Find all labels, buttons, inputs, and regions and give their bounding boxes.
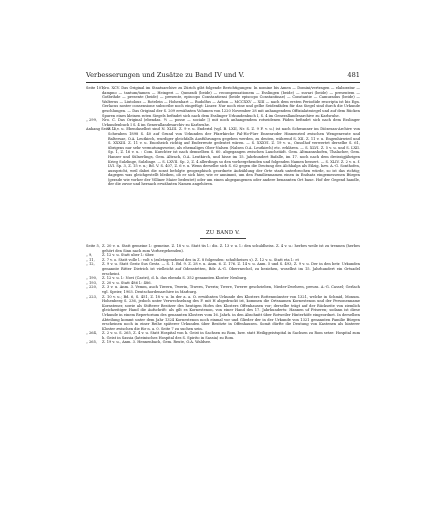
list-item — [86, 340, 360, 345]
section-a — [86, 86, 360, 187]
list-item — [86, 244, 360, 253]
entry-label: „ 193, — [86, 280, 98, 285]
entry-label: „ 299, — [86, 118, 98, 123]
list-item — [86, 262, 360, 276]
entry-label: „ 9, — [86, 253, 93, 258]
entry-label: „ 265, — [86, 340, 98, 345]
list-item — [86, 295, 360, 332]
entry-text: Z. 3 v. u. Anm. 3. Vemm, auch Tiwern, Twerin, Tiwern, Twerin; Twere, Twerre geschrieben, Nieder-Zwehren, preuss. A.-G. Cassel; Gerlach vgl. Speier, 1903. Deutschordenarchive in Marburg. — [102, 285, 360, 294]
section-b — [86, 244, 360, 345]
entry-text: Z. 20 v. u. Statt gemeine l.: gemeine. Z. 18 v. u. Statt tis l.: dis. Z. 13 v. u. l.: den schuldheiss. Z. 4 v. u.: herbes weile ist zu trennen (herbes gehört den Sinn nach zum Vorhergehenden). — [102, 244, 360, 253]
list-item — [86, 331, 360, 340]
list-item — [86, 285, 360, 294]
header-rule — [86, 82, 360, 83]
entry-label: Seite 107, — [86, 86, 105, 90]
entry-text: Z. 19 v. u., Anm. 3. Hennenbach, Gem. Reute, O.A. Waldsee. — [102, 340, 212, 345]
list-item — [86, 127, 360, 187]
section-heading-rule — [200, 238, 246, 239]
entry-text: Z. 9 v. u. Statt Gestz Sus Gestz. — S. 1. Bd. 9. Z. 28 v. u. Anm. 6. Z. 176. Z. 14 v. u. Anm. 5 und S. 493, Z. 9 v. u. Der in den betr. Urkunden genannte Ritter Dietrich ist vielleicht auf Odenstetten, Bdr. A.-G. Oberrnechel, zu beziehen, woselbst im 15. Jahrhundert ein Ortsadel erscheint. — [102, 262, 360, 276]
entry-label: „ 220, — [86, 285, 98, 290]
running-title: Verbesserungen und Zusätze zu Band IV und V. — [86, 71, 245, 79]
entry-text: Z. 2 v. u. S. 265, Z. 4 v. u. Statt Hospital von h. Geist in Sachsen zu Rom, bzw. statt Heiliggeistspital in Sachsen zu Rom setze: Hospital zum h. Geist in Sassia (lateinisches Hospital des S. Spirito in Sassia) zu Rom. — [102, 331, 360, 340]
entry-label: „ 12, — [86, 262, 95, 267]
entry-label: „ 223, — [86, 294, 98, 299]
running-header — [86, 70, 360, 80]
entry-text: Nro. C. Das Original (ebendas. ½ — posse — sociale ¦) mit noch anhangendem rotseidenen Fäden befindet sich nach dem Esslinger Urkundenbuch I S. 4 im Generallandesarchiv zu Karlsruhe. — [102, 118, 360, 127]
entry-label: Anhang Seite 12, — [86, 127, 118, 132]
entry-text: Nro. XCV. Das Original im Staatsarchive zu Zürich gibt folgende Berichtigungen: In nomine bis Amen — Domini/vertragen — elaboratur — dampno — tantum/tamen — Heingeri — Qumradi (beide) — recompensationem — Esslingen (beide) — suvari (beide) — presentem — Gotbrihde — presente (beide) — presente, episcopo Constantiensi (beide episcopo Constantinae) — Constantie — Camuradus (beide) — Walterus — Liutolous — Rotelein — Hohenhart — Rudolfus — Arbon — MCCXXV — XIII — nach dem ersten Periodide rescripta ist bis Egn. Gerlacus noster consensione subscribe noch eingefügt: Linzer. Nur noch eine und gelbe Seidenfäden für das Siegel sind durch die Urkunde geschlungen. — Das Original der S. 209 erwähnten Volumen von 1220 November 28 mit anhangendem Offizialatssiegel und auf dem Rücken Spuren eines kleinen roten Siegels befindet sich nach dem Esslinger Urkundenbuch I, S. 4 im Generallandesarchive zu Karlsruhe. — [102, 86, 360, 118]
entry-text: Z. 7 v. o. Statt volle l.: volt s (zuletzgenehend des in Z. 8 folgenden: schultheises s). Z. 12 v. u. Statt eta l.: et — [102, 257, 299, 262]
entry-text: Z. 10 v. u.; Bd. 6, S. 451, Z. 18 v. u. In der a. a. O. erwähnten Urkunde des Klosters Rottenmünster von 1321, welche in Schmid, Monum. Hohenberg S. 236, jedoch unter Verwechselung des F. mit H abgedruckt ist, kommen die Ortsnamen Kornestenon und der Personenname Kornstener, sowie als Stifterer Besitzer des heutigen Hofes des Klosters Offenhausen vor; derselbe trägt auf der Rückseite von ziemlich gleichzeitiger Hand die Aufschrift: als gilt es Kornestenon, von einer Hand des 17. Jahrhunderts: Hannen uf Friseren; sodann ist diese Urkunde in einem Repertorium des genannten Klosters vom 16. Jahrh. in den Abschnitt über Rotweiler Hinterhöfe eingeordnet. In derselben Abteilung kommt unter dem Jahr 1324 Kornestenon noch einmal vor und Glieder der in der Urkunde von 1321 genannten Familie Bürgen erscheinen noch in einer Reihe späterer Urkunden über Besitzte in Offenhausen. Somit dürfte die Deutung von Kastenen als hinterer Kloster zwischen die für n. a. 0. Seite 7 zu suchen sein. — [102, 294, 360, 331]
section-heading: ZU BAND V. — [205, 230, 241, 236]
list-item — [86, 86, 360, 118]
entry-text: Z. 20 v. u. Statt 486 l.: 486. — [102, 280, 152, 285]
entry-label: Seite 5, — [86, 244, 100, 248]
entry-label: „ 190, — [86, 276, 98, 281]
entry-text: Z. 12 v. u. Statt uber l.: über. — [102, 253, 155, 258]
entry-text: Z. 3 v. u. Ebendaselbst sind N. XLIII. Z. 9 v. u. Enderisl (vgl. B. LXII, Nr. S. Z. 9 F. v. u.) ist nach Schwanner im Diözesan-Archive von Schwaben 1898 S. 40 auf Grund von Urkunden der Pfarrkirche Fal-Ho-Fürr Ensenroder Hinnenried zwischen Wengenreute und Baltersae, O.A. Leutkirch, wurdiger gleichfalls Ausführungen gegeben werden, zu deuten, während S. XII. Z. 11 v. u. Engenhirsried und S. XXXIII. Z. 11 v. u. Enosheich richtig auf Enderreute gedeutet wären. — S. XXXVI. Z. 19 v. u., Onsolhof verwertet derselbe S. 61, übrigens nur sehr vermutungsweise, als ehemaliges Ober-Nalsen (Nalsen O.A. Leutkirch) etc. erklären. — S. XLVI. Z. 5 v. u. und S. LXII. Sp. 1, Z. 16 v. u. : Com. Kuechter ist nach demselben S. 60. abgegangen zwischen Lauchstädt. Gem. Altmannshofen, Thalacher, Gem. Hanser und Sülnerlings, Gem. Altrach, O.A. Leutkirch, und hisse im 15. Jahrhundert Bafalle, im 17. noch nach dem dreissigjährigen Krieg Sulzlinge, Sulzlinge. — S. LXVII. Sp. 2, Z. 4 allerdings so den vorhergehenden und folgenden Namen bessert. — S. XLIV. Z. 2 v. u. f. LVI. Sp. 3, Z. 15 v. u.; Bd. V. S. 407, Z. 6 v. u. Wenn derselbe sich S. 62 gegen die Deutung des Alchhalps als Eilzig, bzw. A.-G. Sonthofen, ausspricht, weil dabei die sonst befolgte geographisch geordnete Aufzählung der Orte stark unterbrochen würde, so ist das richtig; dagegen was gleichgestellt bleiben, ob er sich hier, wie er annimmt, um den Familiennamen einen in Endsatz eingemessenen Bürgen (gerade wie vorher der Villiner Maier bedeutet) oder um einen abgegangenen oder andere benannten Ort baue. Hof der Gegend handle, der die zuvor und hernach erwähnten Namen angehören. — [108, 127, 360, 187]
entry-label: „ 264, — [86, 331, 98, 336]
list-item — [86, 118, 360, 127]
page-number: 481 — [347, 71, 360, 79]
entry-label: „ 11, — [86, 257, 95, 262]
entry-text: Z. 12 v. u. l.: Novi (Castri), d. h. das ebenda S. 352 genannten Kloster Neuburg. — [102, 276, 248, 281]
